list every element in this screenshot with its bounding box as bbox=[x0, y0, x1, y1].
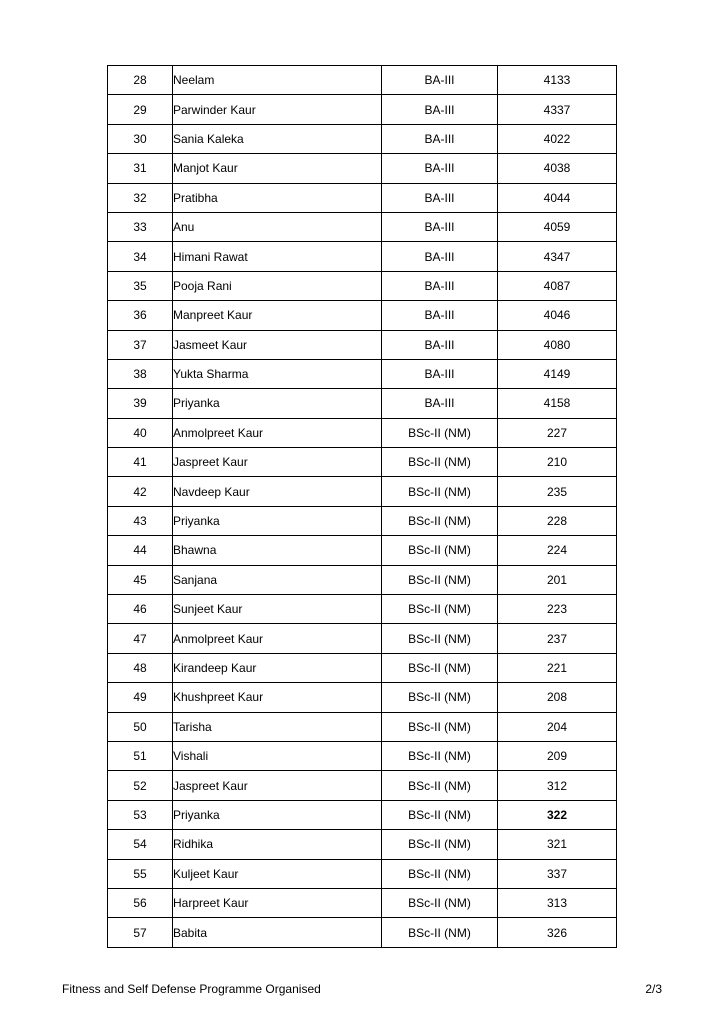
student-name-cell: Himani Rawat bbox=[173, 242, 382, 271]
class-cell: BA-III bbox=[382, 154, 498, 183]
serial-number-cell: 55 bbox=[108, 859, 173, 888]
student-name-cell: Manjot Kaur bbox=[173, 154, 382, 183]
serial-number-cell: 49 bbox=[108, 683, 173, 712]
student-name-cell: Sanjana bbox=[173, 565, 382, 594]
footer-page-number: 2/3 bbox=[645, 982, 662, 996]
serial-number-cell: 29 bbox=[108, 95, 173, 124]
student-name-cell: Parwinder Kaur bbox=[173, 95, 382, 124]
class-cell: BSc-II (NM) bbox=[382, 624, 498, 653]
class-cell: BA-III bbox=[382, 389, 498, 418]
serial-number-cell: 34 bbox=[108, 242, 173, 271]
serial-number-cell: 42 bbox=[108, 477, 173, 506]
student-name-cell: Priyanka bbox=[173, 389, 382, 418]
serial-number-cell: 45 bbox=[108, 565, 173, 594]
roll-number-cell: 204 bbox=[498, 712, 617, 741]
roll-number-cell: 313 bbox=[498, 888, 617, 917]
serial-number-cell: 52 bbox=[108, 771, 173, 800]
student-name-cell: Sania Kaleka bbox=[173, 124, 382, 153]
roll-number-cell: 322 bbox=[498, 800, 617, 829]
roll-number-cell: 235 bbox=[498, 477, 617, 506]
serial-number-cell: 38 bbox=[108, 359, 173, 388]
table-row bbox=[108, 712, 617, 741]
table-row bbox=[108, 154, 617, 183]
roll-number-cell: 201 bbox=[498, 565, 617, 594]
roll-number-cell: 4133 bbox=[498, 66, 617, 95]
student-name-cell: Babita bbox=[173, 918, 382, 947]
student-name-cell: Jaspreet Kaur bbox=[173, 448, 382, 477]
serial-number-cell: 40 bbox=[108, 418, 173, 447]
table-row bbox=[108, 506, 617, 535]
roll-number-cell: 237 bbox=[498, 624, 617, 653]
table-row bbox=[108, 859, 617, 888]
roll-number-cell: 4059 bbox=[498, 212, 617, 241]
serial-number-cell: 33 bbox=[108, 212, 173, 241]
table-row bbox=[108, 95, 617, 124]
class-cell: BSc-II (NM) bbox=[382, 506, 498, 535]
class-cell: BA-III bbox=[382, 301, 498, 330]
student-name-cell: Anmolpreet Kaur bbox=[173, 418, 382, 447]
roll-number-cell: 4087 bbox=[498, 271, 617, 300]
student-name-cell: Harpreet Kaur bbox=[173, 888, 382, 917]
student-name-cell: Anmolpreet Kaur bbox=[173, 624, 382, 653]
roll-number-cell: 4022 bbox=[498, 124, 617, 153]
table-row bbox=[108, 183, 617, 212]
student-name-cell: Pratibha bbox=[173, 183, 382, 212]
student-name-cell: Khushpreet Kaur bbox=[173, 683, 382, 712]
serial-number-cell: 53 bbox=[108, 800, 173, 829]
serial-number-cell: 30 bbox=[108, 124, 173, 153]
table-row bbox=[108, 918, 617, 947]
class-cell: BSc-II (NM) bbox=[382, 565, 498, 594]
roll-number-cell: 227 bbox=[498, 418, 617, 447]
class-cell: BSc-II (NM) bbox=[382, 918, 498, 947]
student-name-cell: Pooja Rani bbox=[173, 271, 382, 300]
student-name-cell: Kirandeep Kaur bbox=[173, 653, 382, 682]
roll-number-cell: 4347 bbox=[498, 242, 617, 271]
student-name-cell: Manpreet Kaur bbox=[173, 301, 382, 330]
roll-number-cell: 337 bbox=[498, 859, 617, 888]
table-row bbox=[108, 271, 617, 300]
class-cell: BA-III bbox=[382, 242, 498, 271]
class-cell: BSc-II (NM) bbox=[382, 830, 498, 859]
class-cell: BA-III bbox=[382, 359, 498, 388]
table-row bbox=[108, 830, 617, 859]
class-cell: BA-III bbox=[382, 212, 498, 241]
student-name-cell: Tarisha bbox=[173, 712, 382, 741]
table-row bbox=[108, 595, 617, 624]
roll-number-cell: 4337 bbox=[498, 95, 617, 124]
roll-number-cell: 224 bbox=[498, 536, 617, 565]
roll-number-cell: 208 bbox=[498, 683, 617, 712]
student-name-cell: Bhawna bbox=[173, 536, 382, 565]
table-row bbox=[108, 212, 617, 241]
student-name-cell: Anu bbox=[173, 212, 382, 241]
class-cell: BSc-II (NM) bbox=[382, 712, 498, 741]
roll-number-cell: 312 bbox=[498, 771, 617, 800]
table-row bbox=[108, 242, 617, 271]
class-cell: BA-III bbox=[382, 271, 498, 300]
class-cell: BSc-II (NM) bbox=[382, 800, 498, 829]
table-row bbox=[108, 565, 617, 594]
serial-number-cell: 57 bbox=[108, 918, 173, 947]
serial-number-cell: 37 bbox=[108, 330, 173, 359]
roll-number-cell: 4046 bbox=[498, 301, 617, 330]
footer-title: Fitness and Self Defense Programme Organised bbox=[62, 982, 321, 996]
participants-table-body bbox=[108, 66, 617, 948]
class-cell: BSc-II (NM) bbox=[382, 888, 498, 917]
serial-number-cell: 50 bbox=[108, 712, 173, 741]
class-cell: BA-III bbox=[382, 183, 498, 212]
roll-number-cell: 209 bbox=[498, 741, 617, 770]
serial-number-cell: 35 bbox=[108, 271, 173, 300]
roll-number-cell: 321 bbox=[498, 830, 617, 859]
table-row bbox=[108, 66, 617, 95]
class-cell: BA-III bbox=[382, 124, 498, 153]
roll-number-cell: 326 bbox=[498, 918, 617, 947]
roll-number-cell: 223 bbox=[498, 595, 617, 624]
table-row bbox=[108, 301, 617, 330]
serial-number-cell: 43 bbox=[108, 506, 173, 535]
class-cell: BSc-II (NM) bbox=[382, 771, 498, 800]
serial-number-cell: 46 bbox=[108, 595, 173, 624]
class-cell: BA-III bbox=[382, 330, 498, 359]
class-cell: BA-III bbox=[382, 66, 498, 95]
roll-number-cell: 228 bbox=[498, 506, 617, 535]
class-cell: BSc-II (NM) bbox=[382, 741, 498, 770]
participants-table bbox=[107, 65, 617, 948]
class-cell: BSc-II (NM) bbox=[382, 859, 498, 888]
table-row bbox=[108, 653, 617, 682]
student-name-cell: Kuljeet Kaur bbox=[173, 859, 382, 888]
table-row bbox=[108, 124, 617, 153]
student-name-cell: Priyanka bbox=[173, 506, 382, 535]
roll-number-cell: 4038 bbox=[498, 154, 617, 183]
student-name-cell: Yukta Sharma bbox=[173, 359, 382, 388]
serial-number-cell: 41 bbox=[108, 448, 173, 477]
student-name-cell: Navdeep Kaur bbox=[173, 477, 382, 506]
student-name-cell: Ridhika bbox=[173, 830, 382, 859]
serial-number-cell: 48 bbox=[108, 653, 173, 682]
table-row bbox=[108, 477, 617, 506]
roll-number-cell: 210 bbox=[498, 448, 617, 477]
table-row bbox=[108, 536, 617, 565]
student-name-cell: Neelam bbox=[173, 66, 382, 95]
table-row bbox=[108, 389, 617, 418]
table-row bbox=[108, 683, 617, 712]
class-cell: BA-III bbox=[382, 95, 498, 124]
roll-number-cell: 4080 bbox=[498, 330, 617, 359]
serial-number-cell: 31 bbox=[108, 154, 173, 183]
roll-number-cell: 4044 bbox=[498, 183, 617, 212]
class-cell: BSc-II (NM) bbox=[382, 418, 498, 447]
table-row bbox=[108, 448, 617, 477]
class-cell: BSc-II (NM) bbox=[382, 448, 498, 477]
serial-number-cell: 47 bbox=[108, 624, 173, 653]
serial-number-cell: 51 bbox=[108, 741, 173, 770]
class-cell: BSc-II (NM) bbox=[382, 536, 498, 565]
serial-number-cell: 32 bbox=[108, 183, 173, 212]
student-name-cell: Jaspreet Kaur bbox=[173, 771, 382, 800]
table-row bbox=[108, 418, 617, 447]
student-name-cell: Priyanka bbox=[173, 800, 382, 829]
class-cell: BSc-II (NM) bbox=[382, 477, 498, 506]
student-name-cell: Jasmeet Kaur bbox=[173, 330, 382, 359]
serial-number-cell: 44 bbox=[108, 536, 173, 565]
class-cell: BSc-II (NM) bbox=[382, 595, 498, 624]
class-cell: BSc-II (NM) bbox=[382, 653, 498, 682]
roll-number-cell: 221 bbox=[498, 653, 617, 682]
student-name-cell: Sunjeet Kaur bbox=[173, 595, 382, 624]
table-row bbox=[108, 771, 617, 800]
serial-number-cell: 39 bbox=[108, 389, 173, 418]
serial-number-cell: 36 bbox=[108, 301, 173, 330]
roll-number-cell: 4149 bbox=[498, 359, 617, 388]
table-row bbox=[108, 741, 617, 770]
table-row bbox=[108, 624, 617, 653]
serial-number-cell: 56 bbox=[108, 888, 173, 917]
table-row bbox=[108, 800, 617, 829]
student-name-cell: Vishali bbox=[173, 741, 382, 770]
roll-number-cell: 4158 bbox=[498, 389, 617, 418]
table-row bbox=[108, 888, 617, 917]
serial-number-cell: 28 bbox=[108, 66, 173, 95]
table-row bbox=[108, 330, 617, 359]
serial-number-cell: 54 bbox=[108, 830, 173, 859]
table-row bbox=[108, 359, 617, 388]
class-cell: BSc-II (NM) bbox=[382, 683, 498, 712]
